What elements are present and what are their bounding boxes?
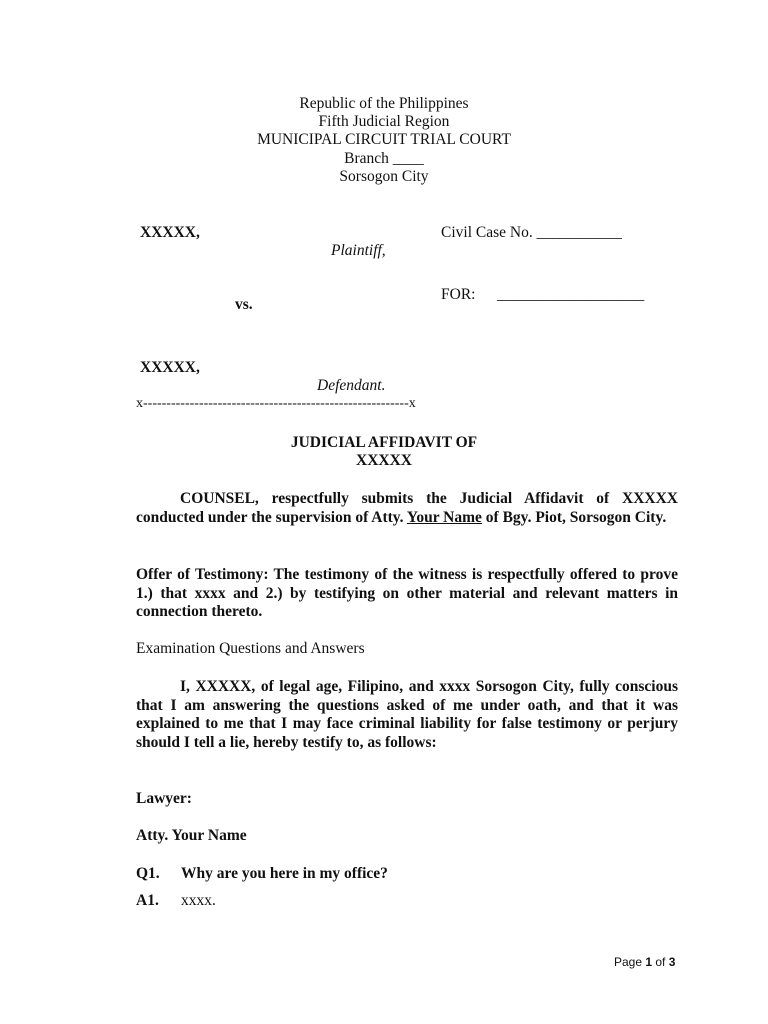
defendant-label: Defendant. — [317, 377, 386, 394]
lawyer-label: Lawyer: — [136, 790, 192, 807]
oath-affiant-name: XXXXX — [195, 678, 252, 695]
header-branch: Branch ____ — [344, 150, 424, 167]
header-republic: Republic of the Philippines — [299, 95, 469, 112]
affiant-name-title: XXXXX — [356, 452, 412, 469]
affidavit-title: JUDICIAL AFFIDAVIT OF — [290, 434, 478, 451]
oath-text-a: I, — [180, 678, 196, 695]
header-city: Sorsogon City — [339, 168, 429, 185]
intro-text-c: of Bgy. Piot, Sorsogon City. — [481, 508, 667, 526]
header-court: MUNICIPAL CIRCUIT TRIAL COURT — [257, 131, 511, 148]
offer-of-testimony: Offer of Testimony: The testimony of the witness is respectfully offered to prove 1.) that xxxx and 2.) by testifying on other material and relevant matters in connection thereto. — [136, 566, 678, 620]
total-pages: 3 — [668, 955, 676, 969]
page-number — [614, 955, 675, 969]
intro-paragraph — [136, 490, 678, 527]
civil-case-number: Civil Case No. ___________ — [441, 224, 622, 241]
caption-separator: x---------------------------------------------------------x — [136, 396, 416, 411]
defendant-name: XXXXX, — [140, 359, 200, 376]
attorney-name: Your Name — [406, 508, 482, 526]
for-blank: ___________________ — [497, 286, 645, 303]
page-word: Page — [614, 955, 646, 969]
answer-text: xxxx. — [181, 892, 216, 909]
of-word: of — [652, 955, 669, 969]
intro-text-a: COUNSEL, respectfully submits the Judicial Affidavit of — [180, 490, 623, 507]
question-label: Q1. — [136, 865, 160, 882]
answer-label: A1. — [136, 892, 159, 909]
examination-heading: Examination Questions and Answers — [136, 640, 365, 657]
oath-paragraph — [136, 678, 678, 752]
question-text: Why are you here in my office? — [181, 865, 388, 882]
affiant-name: XXXXX — [622, 490, 678, 507]
oath-text-b: , of legal age, Filipino, and xxxx Sorsogon City, fully conscious that I am answering the questions asked of me under oath, and that it was explained to me that I may face criminal liability for false testimony or perjury should I tell a lie, hereby testify to, as follows: — [136, 678, 678, 751]
plaintiff-label: Plaintiff, — [331, 242, 386, 259]
header-region: Fifth Judicial Region — [318, 113, 450, 130]
plaintiff-name: XXXXX, — [140, 224, 200, 241]
lawyer-name: Atty. Your Name — [136, 827, 247, 844]
versus-label: vs. — [235, 296, 253, 313]
for-label: FOR: — [441, 286, 476, 303]
intro-text-b: conducted under the supervision of Atty. — [136, 508, 407, 526]
current-page: 1 — [645, 955, 653, 969]
